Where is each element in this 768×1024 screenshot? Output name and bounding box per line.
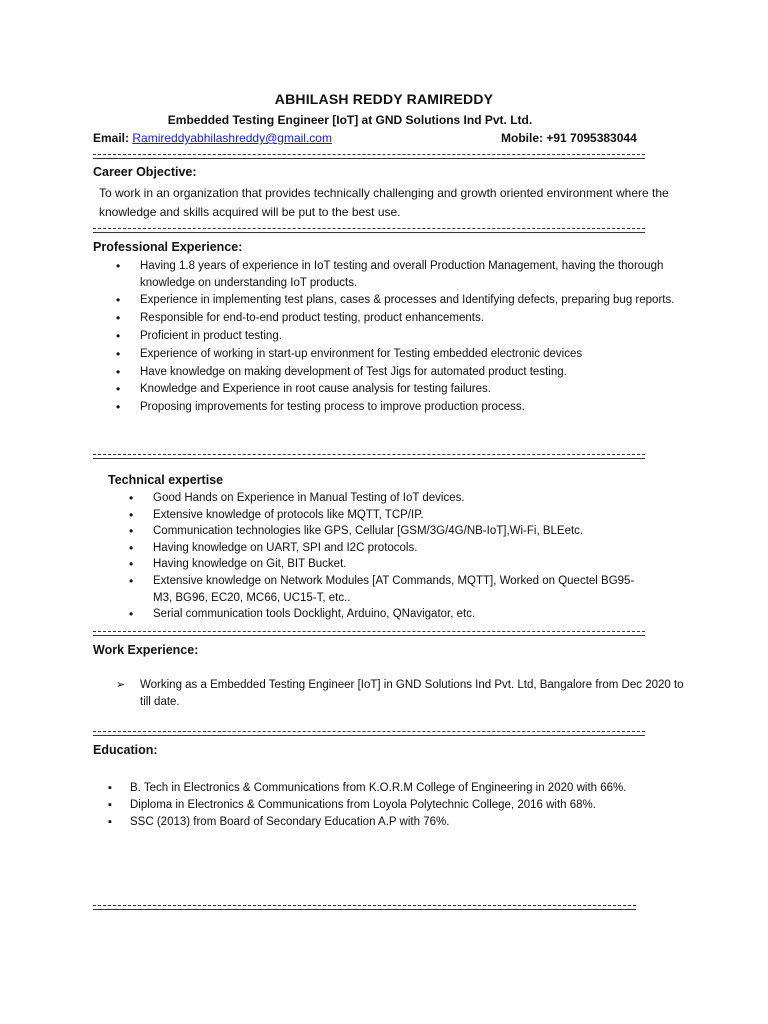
work-experience-title: Work Experience: [93, 643, 199, 657]
list-item: • Having 1.8 years of experience in IoT testing and overall Production Management, having the thorough knowledge on understanding IoT products. [140, 258, 680, 291]
list-item: • Communication technologies like GPS, Cellular [GSM/3G/4G/NB-IoT],Wi-Fi, BLEetc. [153, 523, 653, 540]
candidate-name: ABHILASH REDDY RAMIREDDY [274, 91, 494, 107]
list-item: • Having knowledge on UART, SPI and I2C protocols. [153, 540, 653, 557]
list-item: ▪ SSC (2013) from Board of Secondary Education A.P with 76%. [130, 814, 690, 831]
career-objective-title: Career Objective: [93, 165, 197, 179]
list-item: • Responsible for end-to-end product testing, product enhancements. [140, 310, 680, 327]
technical-expertise-list [153, 490, 653, 623]
list-item: • Extensive knowledge of protocols like MQTT, TCP/IP. [153, 507, 653, 524]
email-link[interactable]: Ramireddyabhilashreddy@gmail.com [132, 131, 332, 145]
list-item: • Having knowledge on Git, BIT Bucket. [153, 556, 653, 573]
professional-experience-title: Professional Experience: [93, 240, 243, 254]
list-item: • Experience of working in start-up environment for Testing embedded electronic devices [140, 346, 680, 363]
divider [93, 154, 645, 159]
list-item: • Experience in implementing test plans, cases & processes and Identifying defects, preparing bug reports. [140, 292, 680, 309]
career-objective-text: To work in an organization that provides technically challenging and growth oriented environment where the knowledge and skills acquired will be put to the best use. [99, 186, 669, 219]
list-item: ▪ B. Tech in Electronics & Communications from K.O.R.M College of Engineering in 2020 with 66%. [130, 780, 690, 797]
divider [93, 731, 645, 736]
education-title: Education: [93, 743, 158, 757]
list-item: • Good Hands on Experience in Manual Testing of IoT devices. [153, 490, 653, 507]
list-item: • Proposing improvements for testing process to improve production process. [140, 399, 680, 416]
list-item: • Knowledge and Experience in root cause analysis for testing failures. [140, 381, 680, 398]
list-item: • Proficient in product testing. [140, 328, 680, 345]
professional-experience-list [140, 258, 680, 417]
mobile-number: Mobile: +91 7095383044 [501, 131, 637, 145]
candidate-subtitle: Embedded Testing Engineer [IoT] at GND Solutions Ind Pvt. Ltd. [167, 113, 533, 127]
contact-line [93, 131, 645, 145]
email-label: Email: [93, 131, 133, 145]
work-experience-list [140, 677, 685, 710]
divider [93, 454, 645, 459]
list-item: • Have knowledge on making development of Test Jigs for automated product testing. [140, 364, 680, 381]
divider [93, 228, 645, 233]
list-item: • Serial communication tools Docklight, Arduino, QNavigator, etc. [153, 606, 653, 623]
list-item: • Extensive knowledge on Network Modules [AT Commands, MQTT], Worked on Quectel BG95-M3, BG96, EC20, MC66, UC15-T, etc.. [153, 573, 653, 606]
technical-expertise-title: Technical expertise [108, 473, 224, 487]
divider [93, 905, 636, 910]
list-item: ➢ Working as a Embedded Testing Engineer [IoT] in GND Solutions Ind Pvt. Ltd, Bangalore from Dec 2020 to till date. [140, 677, 685, 710]
list-item: ▪ Diploma in Electronics & Communications from Loyola Polytechnic College, 2016 with 68%. [130, 797, 690, 814]
education-list [130, 780, 690, 831]
divider [93, 631, 645, 636]
